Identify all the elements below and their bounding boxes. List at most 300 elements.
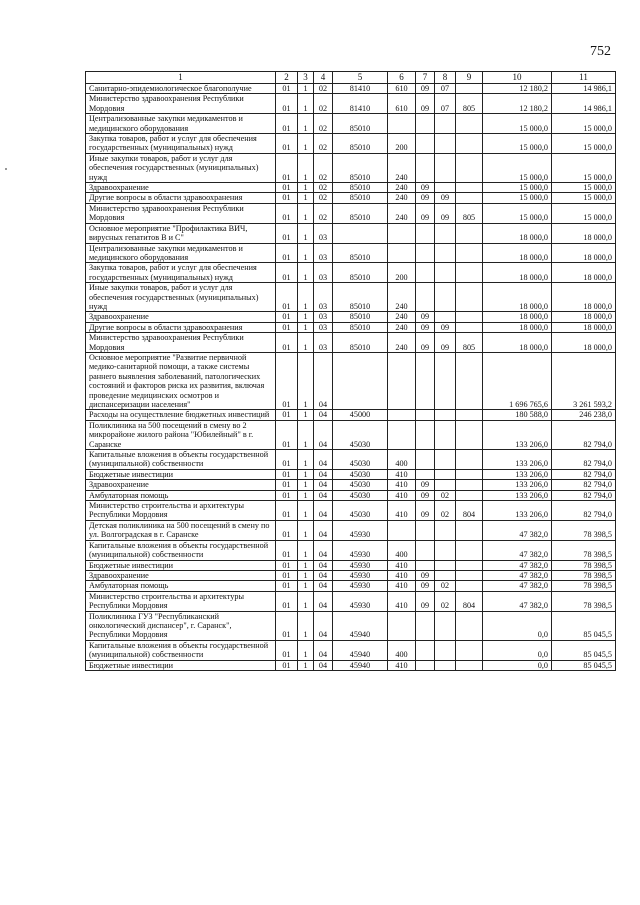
code-subsection [435,134,456,154]
code-ministry [456,581,483,591]
amount-year2: 85 045,5 [552,640,616,660]
code-subprogram: 1 [298,183,314,193]
row-name: Капитальные вложения в объекты государственной (муниципальной) собственности [86,450,276,470]
code-direction: 85010 [333,243,388,263]
code-measure: 02 [314,153,333,182]
code-subsection [435,114,456,134]
code-subprogram: 1 [298,560,314,570]
code-direction: 45930 [333,520,388,540]
code-subsection [435,520,456,540]
amount-year2: 82 794,0 [552,480,616,490]
code-subsection: 02 [435,581,456,591]
amount-year1: 47 382,0 [483,520,552,540]
code-section: 09 [416,490,435,500]
code-program: 01 [276,520,298,540]
code-expense-type: 410 [388,480,416,490]
code-measure: 04 [314,560,333,570]
amount-year2: 78 398,5 [552,591,616,611]
code-measure: 04 [314,591,333,611]
code-subsection [435,283,456,312]
code-expense-type: 240 [388,322,416,332]
row-name: Министерство здравоохранения Республики Мордовия [86,203,276,223]
code-measure: 04 [314,469,333,479]
code-direction: 85010 [333,153,388,182]
code-direction: 45030 [333,420,388,449]
code-ministry [456,490,483,500]
table-row [86,570,616,580]
code-ministry [456,153,483,182]
code-section: 09 [416,501,435,521]
table-row [86,203,616,223]
code-direction: 45030 [333,469,388,479]
code-section [416,469,435,479]
code-program: 01 [276,581,298,591]
code-subsection [435,312,456,322]
code-subprogram: 1 [298,520,314,540]
code-section [416,640,435,660]
code-subprogram: 1 [298,420,314,449]
code-direction: 45930 [333,540,388,560]
amount-year1: 0,0 [483,640,552,660]
row-name: Централизованные закупки медикаментов и медицинского оборудования [86,243,276,263]
code-section [416,153,435,182]
code-expense-type: 410 [388,591,416,611]
code-expense-type: 410 [388,469,416,479]
table-row [86,193,616,203]
row-name: Иные закупки товаров, работ и услуг для обеспечения государственных (муниципальных) нужд [86,283,276,312]
code-subprogram: 1 [298,611,314,640]
code-section [416,611,435,640]
amount-year1: 133 206,0 [483,501,552,521]
column-header: 7 [416,72,435,84]
code-section [416,450,435,470]
code-expense-type [388,410,416,420]
amount-year1: 18 000,0 [483,263,552,283]
amount-year2: 82 794,0 [552,490,616,500]
code-expense-type: 240 [388,333,416,353]
code-measure: 03 [314,223,333,243]
code-expense-type [388,420,416,449]
code-direction: 45930 [333,591,388,611]
amount-year1: 0,0 [483,660,552,670]
code-subsection: 09 [435,193,456,203]
code-ministry: 804 [456,501,483,521]
code-direction: 45000 [333,410,388,420]
code-section [416,540,435,560]
code-program: 01 [276,560,298,570]
amount-year2: 82 794,0 [552,501,616,521]
code-program: 01 [276,94,298,114]
code-measure: 03 [314,322,333,332]
table-body [86,84,616,671]
code-section: 09 [416,203,435,223]
code-measure: 04 [314,410,333,420]
code-program: 01 [276,333,298,353]
table-row [86,469,616,479]
amount-year2: 82 794,0 [552,450,616,470]
code-expense-type: 240 [388,312,416,322]
code-ministry [456,540,483,560]
code-ministry [456,223,483,243]
column-header: 10 [483,72,552,84]
code-expense-type: 400 [388,540,416,560]
code-section: 09 [416,193,435,203]
code-subsection [435,243,456,263]
code-direction: 45030 [333,501,388,521]
row-name: Основное мероприятие "Развитие первичной медико-санитарной помощи, а также системы раннего выявления заболеваний, патологических состояний и факторов риска их развития, включая проведение медицинских осмотров и диспансеризации населения" [86,352,276,409]
code-program: 01 [276,114,298,134]
amount-year2: 15 000,0 [552,183,616,193]
code-measure: 02 [314,114,333,134]
row-name: Министерство здравоохранения Республики Мордовия [86,333,276,353]
table-row [86,153,616,182]
code-subsection [435,352,456,409]
code-subprogram: 1 [298,469,314,479]
amount-year1: 0,0 [483,611,552,640]
code-program: 01 [276,203,298,223]
amount-year1: 18 000,0 [483,333,552,353]
amount-year1: 133 206,0 [483,450,552,470]
code-direction: 85010 [333,283,388,312]
amount-year2: 78 398,5 [552,581,616,591]
code-subprogram: 1 [298,193,314,203]
code-subsection: 02 [435,501,456,521]
amount-year1: 47 382,0 [483,570,552,580]
code-ministry [456,660,483,670]
code-direction [333,223,388,243]
code-section: 09 [416,322,435,332]
code-program: 01 [276,352,298,409]
amount-year1: 47 382,0 [483,540,552,560]
code-program: 01 [276,183,298,193]
code-subprogram: 1 [298,322,314,332]
code-subsection [435,660,456,670]
table-row [86,640,616,660]
row-name: Здравоохранение [86,480,276,490]
table-header-row [86,72,616,84]
code-program: 01 [276,450,298,470]
code-section [416,243,435,263]
table-row [86,283,616,312]
amount-year1: 18 000,0 [483,312,552,322]
amount-year2: 85 045,5 [552,611,616,640]
row-name: Капитальные вложения в объекты государственной (муниципальной) собственности [86,640,276,660]
code-measure: 04 [314,420,333,449]
code-program: 01 [276,591,298,611]
code-direction: 85010 [333,322,388,332]
code-program: 01 [276,243,298,263]
code-program: 01 [276,312,298,322]
amount-year1: 133 206,0 [483,420,552,449]
code-ministry [456,570,483,580]
row-name: Министерство здравоохранения Республики Мордовия [86,94,276,114]
amount-year2: 82 794,0 [552,469,616,479]
amount-year2: 85 045,5 [552,660,616,670]
code-measure: 02 [314,203,333,223]
row-name: Детская поликлиника на 500 посещений в смену по ул. Волгоградская в г. Саранске [86,520,276,540]
amount-year1: 12 180,2 [483,84,552,94]
code-expense-type [388,243,416,263]
code-measure: 02 [314,84,333,94]
table-row [86,263,616,283]
table-row [86,581,616,591]
amount-year1: 133 206,0 [483,480,552,490]
amount-year1: 18 000,0 [483,322,552,332]
amount-year2: 3 261 593,2 [552,352,616,409]
code-expense-type [388,352,416,409]
amount-year2: 82 794,0 [552,420,616,449]
code-section: 09 [416,312,435,322]
code-measure: 03 [314,283,333,312]
code-direction: 85010 [333,193,388,203]
code-ministry [456,263,483,283]
row-name: Амбулаторная помощь [86,490,276,500]
amount-year1: 18 000,0 [483,283,552,312]
code-measure: 04 [314,490,333,500]
code-ministry [456,114,483,134]
table-row [86,333,616,353]
row-name: Бюджетные инвестиции [86,560,276,570]
code-ministry [456,560,483,570]
amount-year1: 15 000,0 [483,114,552,134]
code-expense-type: 240 [388,283,416,312]
code-subsection [435,560,456,570]
code-section [416,283,435,312]
row-name: Основное мероприятие "Профилактика ВИЧ, вирусных гепатитов В и С" [86,223,276,243]
code-section: 09 [416,570,435,580]
amount-year2: 18 000,0 [552,243,616,263]
code-program: 01 [276,490,298,500]
code-subprogram: 1 [298,410,314,420]
code-direction: 85010 [333,134,388,154]
code-direction: 85010 [333,183,388,193]
table-row [86,660,616,670]
code-measure: 02 [314,94,333,114]
table-row [86,134,616,154]
code-subprogram: 1 [298,591,314,611]
code-section [416,410,435,420]
code-program: 01 [276,640,298,660]
row-name: Другие вопросы в области здравоохранения [86,322,276,332]
column-header: 3 [298,72,314,84]
row-name: Поликлиника ГУЗ "Республиканский онкологический диспансер", г. Саранск", Республики Мордовия [86,611,276,640]
code-subsection [435,153,456,182]
code-subsection [435,469,456,479]
code-measure: 04 [314,540,333,560]
code-program: 01 [276,322,298,332]
amount-year1: 18 000,0 [483,223,552,243]
code-subsection: 07 [435,84,456,94]
table-row [86,490,616,500]
table-row [86,243,616,263]
amount-year2: 78 398,5 [552,570,616,580]
code-section [416,560,435,570]
code-program: 01 [276,223,298,243]
code-section [416,114,435,134]
table-row [86,591,616,611]
table-row [86,611,616,640]
amount-year1: 47 382,0 [483,560,552,570]
code-measure: 04 [314,611,333,640]
code-program: 01 [276,540,298,560]
code-ministry [456,611,483,640]
code-program: 01 [276,420,298,449]
code-program: 01 [276,469,298,479]
column-header: 1 [86,72,276,84]
code-measure: 04 [314,450,333,470]
column-header: 9 [456,72,483,84]
row-name: Другие вопросы в области здравоохранения [86,193,276,203]
code-subsection [435,450,456,470]
code-program: 01 [276,193,298,203]
table-row [86,223,616,243]
column-header: 4 [314,72,333,84]
row-name: Закупка товаров, работ и услуг для обеспечения государственных (муниципальных) нужд [86,263,276,283]
table-row [86,520,616,540]
table-row [86,312,616,322]
row-name: Министерство строительства и архитектуры Республики Мордовия [86,591,276,611]
amount-year1: 47 382,0 [483,591,552,611]
row-name: Санитарно-эпидемиологическое благополучие [86,84,276,94]
code-measure: 02 [314,193,333,203]
code-section [416,263,435,283]
code-program: 01 [276,611,298,640]
code-direction: 81410 [333,94,388,114]
code-expense-type: 240 [388,153,416,182]
row-name: Централизованные закупки медикаментов и медицинского оборудования [86,114,276,134]
amount-year1: 133 206,0 [483,469,552,479]
code-measure: 04 [314,640,333,660]
code-direction: 45940 [333,640,388,660]
column-header: 6 [388,72,416,84]
code-expense-type: 610 [388,94,416,114]
amount-year1: 12 180,2 [483,94,552,114]
code-program: 01 [276,134,298,154]
code-subsection [435,611,456,640]
row-name: Министерство строительства и архитектуры Республики Мордовия [86,501,276,521]
code-direction: 45930 [333,570,388,580]
code-measure: 03 [314,333,333,353]
code-direction: 81410 [333,84,388,94]
code-subprogram: 1 [298,640,314,660]
code-ministry: 804 [456,591,483,611]
code-subprogram: 1 [298,134,314,154]
code-ministry [456,520,483,540]
code-subsection: 09 [435,333,456,353]
code-expense-type: 610 [388,84,416,94]
code-direction: 45930 [333,560,388,570]
code-measure: 03 [314,263,333,283]
code-section: 09 [416,480,435,490]
code-subprogram: 1 [298,570,314,580]
code-subprogram: 1 [298,312,314,322]
code-subsection: 09 [435,322,456,332]
code-ministry [456,480,483,490]
code-subprogram: 1 [298,203,314,223]
column-header: 2 [276,72,298,84]
code-ministry [456,243,483,263]
code-direction: 45030 [333,490,388,500]
amount-year1: 133 206,0 [483,490,552,500]
code-subprogram: 1 [298,660,314,670]
column-header: 8 [435,72,456,84]
code-expense-type: 410 [388,660,416,670]
amount-year1: 1 696 765,6 [483,352,552,409]
code-section: 09 [416,183,435,193]
table-row [86,560,616,570]
code-measure: 04 [314,570,333,580]
code-subsection [435,420,456,449]
code-expense-type: 410 [388,581,416,591]
amount-year2: 18 000,0 [552,312,616,322]
code-subprogram: 1 [298,581,314,591]
code-measure: 03 [314,312,333,322]
amount-year1: 15 000,0 [483,153,552,182]
code-expense-type: 240 [388,203,416,223]
code-subprogram: 1 [298,540,314,560]
code-measure: 03 [314,243,333,263]
code-subprogram: 1 [298,84,314,94]
code-ministry [456,322,483,332]
code-direction: 85010 [333,312,388,322]
row-name: Амбулаторная помощь [86,581,276,591]
amount-year1: 47 382,0 [483,581,552,591]
code-subprogram: 1 [298,243,314,263]
table-row [86,420,616,449]
scan-speck [5,168,7,170]
code-expense-type [388,611,416,640]
code-measure: 02 [314,134,333,154]
row-name: Закупка товаров, работ и услуг для обеспечения государственных (муниципальных) нужд [86,134,276,154]
code-expense-type: 400 [388,450,416,470]
amount-year2: 14 986,1 [552,84,616,94]
code-measure: 04 [314,660,333,670]
code-subprogram: 1 [298,283,314,312]
code-subprogram: 1 [298,223,314,243]
code-section [416,134,435,154]
amount-year2: 18 000,0 [552,263,616,283]
table-row [86,183,616,193]
code-expense-type: 200 [388,134,416,154]
row-name: Здравоохранение [86,183,276,193]
code-subsection [435,410,456,420]
code-subprogram: 1 [298,94,314,114]
code-section [416,420,435,449]
amount-year2: 14 986,1 [552,94,616,114]
table-row [86,410,616,420]
code-section: 09 [416,591,435,611]
code-direction: 85010 [333,263,388,283]
amount-year2: 78 398,5 [552,540,616,560]
amount-year2: 78 398,5 [552,560,616,570]
code-subprogram: 1 [298,114,314,134]
code-ministry [456,134,483,154]
code-program: 01 [276,84,298,94]
code-subsection [435,480,456,490]
code-subsection [435,263,456,283]
code-ministry [456,410,483,420]
code-expense-type: 410 [388,560,416,570]
code-direction: 85010 [333,333,388,353]
code-expense-type: 400 [388,640,416,660]
code-subsection: 07 [435,94,456,114]
code-section: 09 [416,581,435,591]
table-row [86,352,616,409]
code-ministry [456,640,483,660]
code-measure: 04 [314,581,333,591]
code-measure: 04 [314,352,333,409]
code-subprogram: 1 [298,263,314,283]
